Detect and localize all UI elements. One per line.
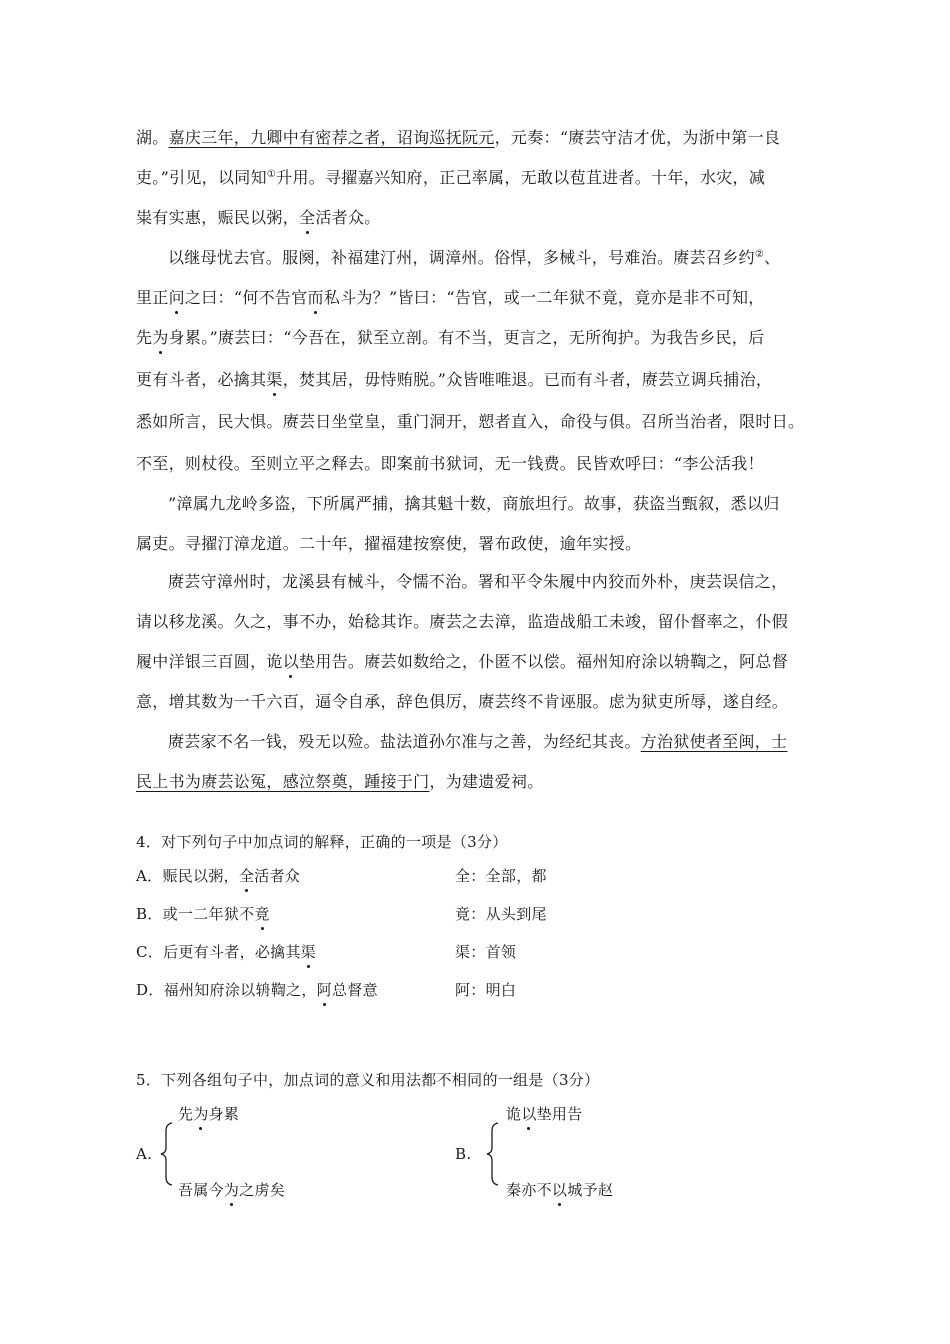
dotted-word: 问 bbox=[168, 288, 185, 307]
q5-a-label: A. bbox=[136, 1145, 153, 1163]
text: ，元奏：“赓芸守洁才优，为浙中第一良 bbox=[494, 128, 781, 147]
text: ，焚其居，毋恃贿脱。”众皆唯唯退。已而有斗者，赓芸立调兵捕治， bbox=[282, 370, 773, 389]
dotted-word: 阿 bbox=[316, 981, 332, 999]
dotted-word: 而 bbox=[307, 288, 324, 307]
q5-b-top bbox=[506, 1104, 583, 1124]
text: 之虏矣 bbox=[239, 1181, 286, 1199]
left-brace-icon bbox=[486, 1122, 500, 1186]
q5-a-top bbox=[178, 1104, 239, 1124]
left-brace-icon bbox=[160, 1122, 174, 1186]
text: 湖。 bbox=[136, 128, 169, 147]
underlined-sentence: 嘉庆三年，九卿中有密荐之者，诏询巡抚阮元 bbox=[168, 128, 495, 147]
footnote-marker: ① bbox=[266, 169, 277, 180]
passage-line: 意，增其数为一千六百，逼令自承，辞色俱厉，赓芸终不肯诬服。虑为狱吏所辱，遂自经。 bbox=[136, 692, 789, 711]
question-5-stem: 5．下列各组句子中，加点词的意义和用法都不相同的一组是（3分） bbox=[136, 1071, 600, 1089]
q4-option-b bbox=[136, 904, 270, 924]
q5-b-label: B. bbox=[455, 1145, 472, 1163]
text: 赈民以粥， bbox=[162, 867, 239, 885]
dotted-word: 为 bbox=[223, 1181, 240, 1199]
passage-line bbox=[136, 328, 826, 348]
passage-line: 不至，则杖役。至则立平之释去。即案前书狱词，无一钱费。民皆欢呼曰：“李公活我！ bbox=[136, 454, 764, 473]
dotted-word: 为 bbox=[152, 328, 169, 347]
passage-line bbox=[136, 168, 826, 191]
dotted-word: 全 bbox=[299, 208, 316, 227]
passage-line: ”漳属九龙岭多盗，下所属严捕，擒其魁十数，商旅坦行。故事，获盗当甄叙，悉以归 bbox=[168, 494, 780, 513]
dotted-word: 渠 bbox=[300, 943, 317, 961]
text: 总督意 bbox=[331, 981, 378, 999]
q4-option-d bbox=[136, 980, 378, 1000]
option-label: D． bbox=[136, 981, 164, 999]
text: 垫用告。赓芸如数给之，仆匿不以偿。福州知府涂以辀鞫之，阿总督 bbox=[299, 652, 789, 671]
dotted-word: 竟 bbox=[254, 905, 270, 923]
q4-option-d-gloss: 阿：明白 bbox=[455, 981, 517, 999]
footnote-marker: ② bbox=[754, 249, 765, 260]
text: 身累。”赓芸曰：“今吾在，狱至立剖。有不当，更言之，无所徇护。为我告乡民，后 bbox=[168, 328, 765, 347]
passage-line bbox=[136, 128, 826, 148]
dotted-word: 为 bbox=[193, 1105, 209, 1123]
question-4-stem: 4．对下列句子中加点词的解释，正确的一项是（3分） bbox=[136, 833, 508, 851]
text: 履中洋银三百圆，诡 bbox=[136, 652, 283, 671]
dotted-word: 以 bbox=[521, 1105, 537, 1123]
text: 私斗为？”皆曰：“告官，或一二年狱不竟，竟亦是非不可知， bbox=[323, 288, 765, 307]
text: 粜有实惠，赈民以粥， bbox=[136, 208, 300, 227]
text: 活者众。 bbox=[315, 208, 381, 227]
dotted-word: 渠 bbox=[266, 370, 283, 389]
text: 垫用告 bbox=[536, 1105, 583, 1123]
passage-line: 属吏。寻擢汀漳龙道。二十年，擢福建按察使，署布政使，逾年实授。 bbox=[136, 534, 642, 553]
passage-line: 赓芸守漳州时，龙溪县有械斗，令懦不治。署和平令朱履中内狡而外朴，庚芸误信之， bbox=[168, 572, 788, 591]
passage-line bbox=[168, 732, 858, 752]
text: 吾属今 bbox=[178, 1181, 224, 1199]
underlined-sentence: 方治狱使者至闽，士 bbox=[640, 732, 788, 751]
text: 先 bbox=[136, 328, 153, 347]
passage-line bbox=[136, 288, 826, 308]
q5-a-bottom bbox=[178, 1180, 285, 1200]
text: 以继母忧去官。服阕，补福建汀州，调漳州。俗悍，多械斗，号难治。赓芸召乡约 bbox=[168, 248, 755, 267]
passage-line: 请以移龙溪。久之，事不办，始稔其诈。赓芸之去漳，监造战船工未竣，留仆督率之，仆假 bbox=[136, 612, 789, 631]
text: 、 bbox=[764, 248, 781, 267]
q4-option-a-gloss: 全：全部，都 bbox=[455, 867, 547, 885]
passage-line: 悉如所言，民大惧。赓芸日坐堂皇，重门洞开，愬者直入，命役与俱。召所当治者，限时日。 bbox=[136, 412, 805, 431]
dotted-word: 以 bbox=[282, 652, 300, 671]
passage-line bbox=[168, 248, 858, 271]
text: 后更有斗者，必擒其 bbox=[163, 943, 301, 961]
passage-line bbox=[136, 208, 826, 228]
q4-option-c bbox=[136, 942, 316, 962]
passage-line bbox=[136, 370, 826, 390]
text: 或一二年狱不 bbox=[162, 905, 255, 923]
q5-b-bottom bbox=[506, 1180, 613, 1200]
q4-option-a bbox=[136, 866, 300, 886]
dotted-word: 以 bbox=[551, 1181, 568, 1199]
text: 福州知府涂以辀鞫之， bbox=[163, 981, 317, 999]
text: 身累 bbox=[208, 1105, 240, 1123]
option-label: B． bbox=[136, 905, 163, 923]
text: 秦亦不 bbox=[506, 1181, 552, 1199]
text: 里正 bbox=[136, 288, 169, 307]
passage-line bbox=[136, 652, 826, 672]
option-label: C． bbox=[136, 943, 164, 961]
passage-line bbox=[136, 772, 826, 792]
option-label: A． bbox=[136, 867, 163, 885]
text: 更有斗者，必擒其 bbox=[136, 370, 267, 389]
text: 诡 bbox=[506, 1105, 522, 1123]
dotted-word: 全 bbox=[238, 867, 255, 885]
text: 升用。寻擢嘉兴知府，正己率属，无敢以苞苴进者。十年，水灾，减 bbox=[276, 168, 766, 187]
text: 赓芸家不名一钱，殁无以殓。盐法道孙尔准与之善，为经纪其丧。 bbox=[168, 732, 641, 751]
text: ，为建遗爱祠。 bbox=[429, 772, 544, 791]
underlined-sentence: 民上书为赓芸讼冤，感泣祭奠，踵接于门 bbox=[136, 772, 430, 791]
text: 之曰：“何不告官 bbox=[184, 288, 308, 307]
text: 活者众 bbox=[254, 867, 301, 885]
q4-option-c-gloss: 渠：首领 bbox=[455, 943, 517, 961]
text: 先 bbox=[178, 1105, 194, 1123]
text: 城予赵 bbox=[567, 1181, 614, 1199]
q4-option-b-gloss: 竟：从头到尾 bbox=[455, 905, 547, 923]
text: 吏。”引见，以同知 bbox=[136, 168, 267, 187]
